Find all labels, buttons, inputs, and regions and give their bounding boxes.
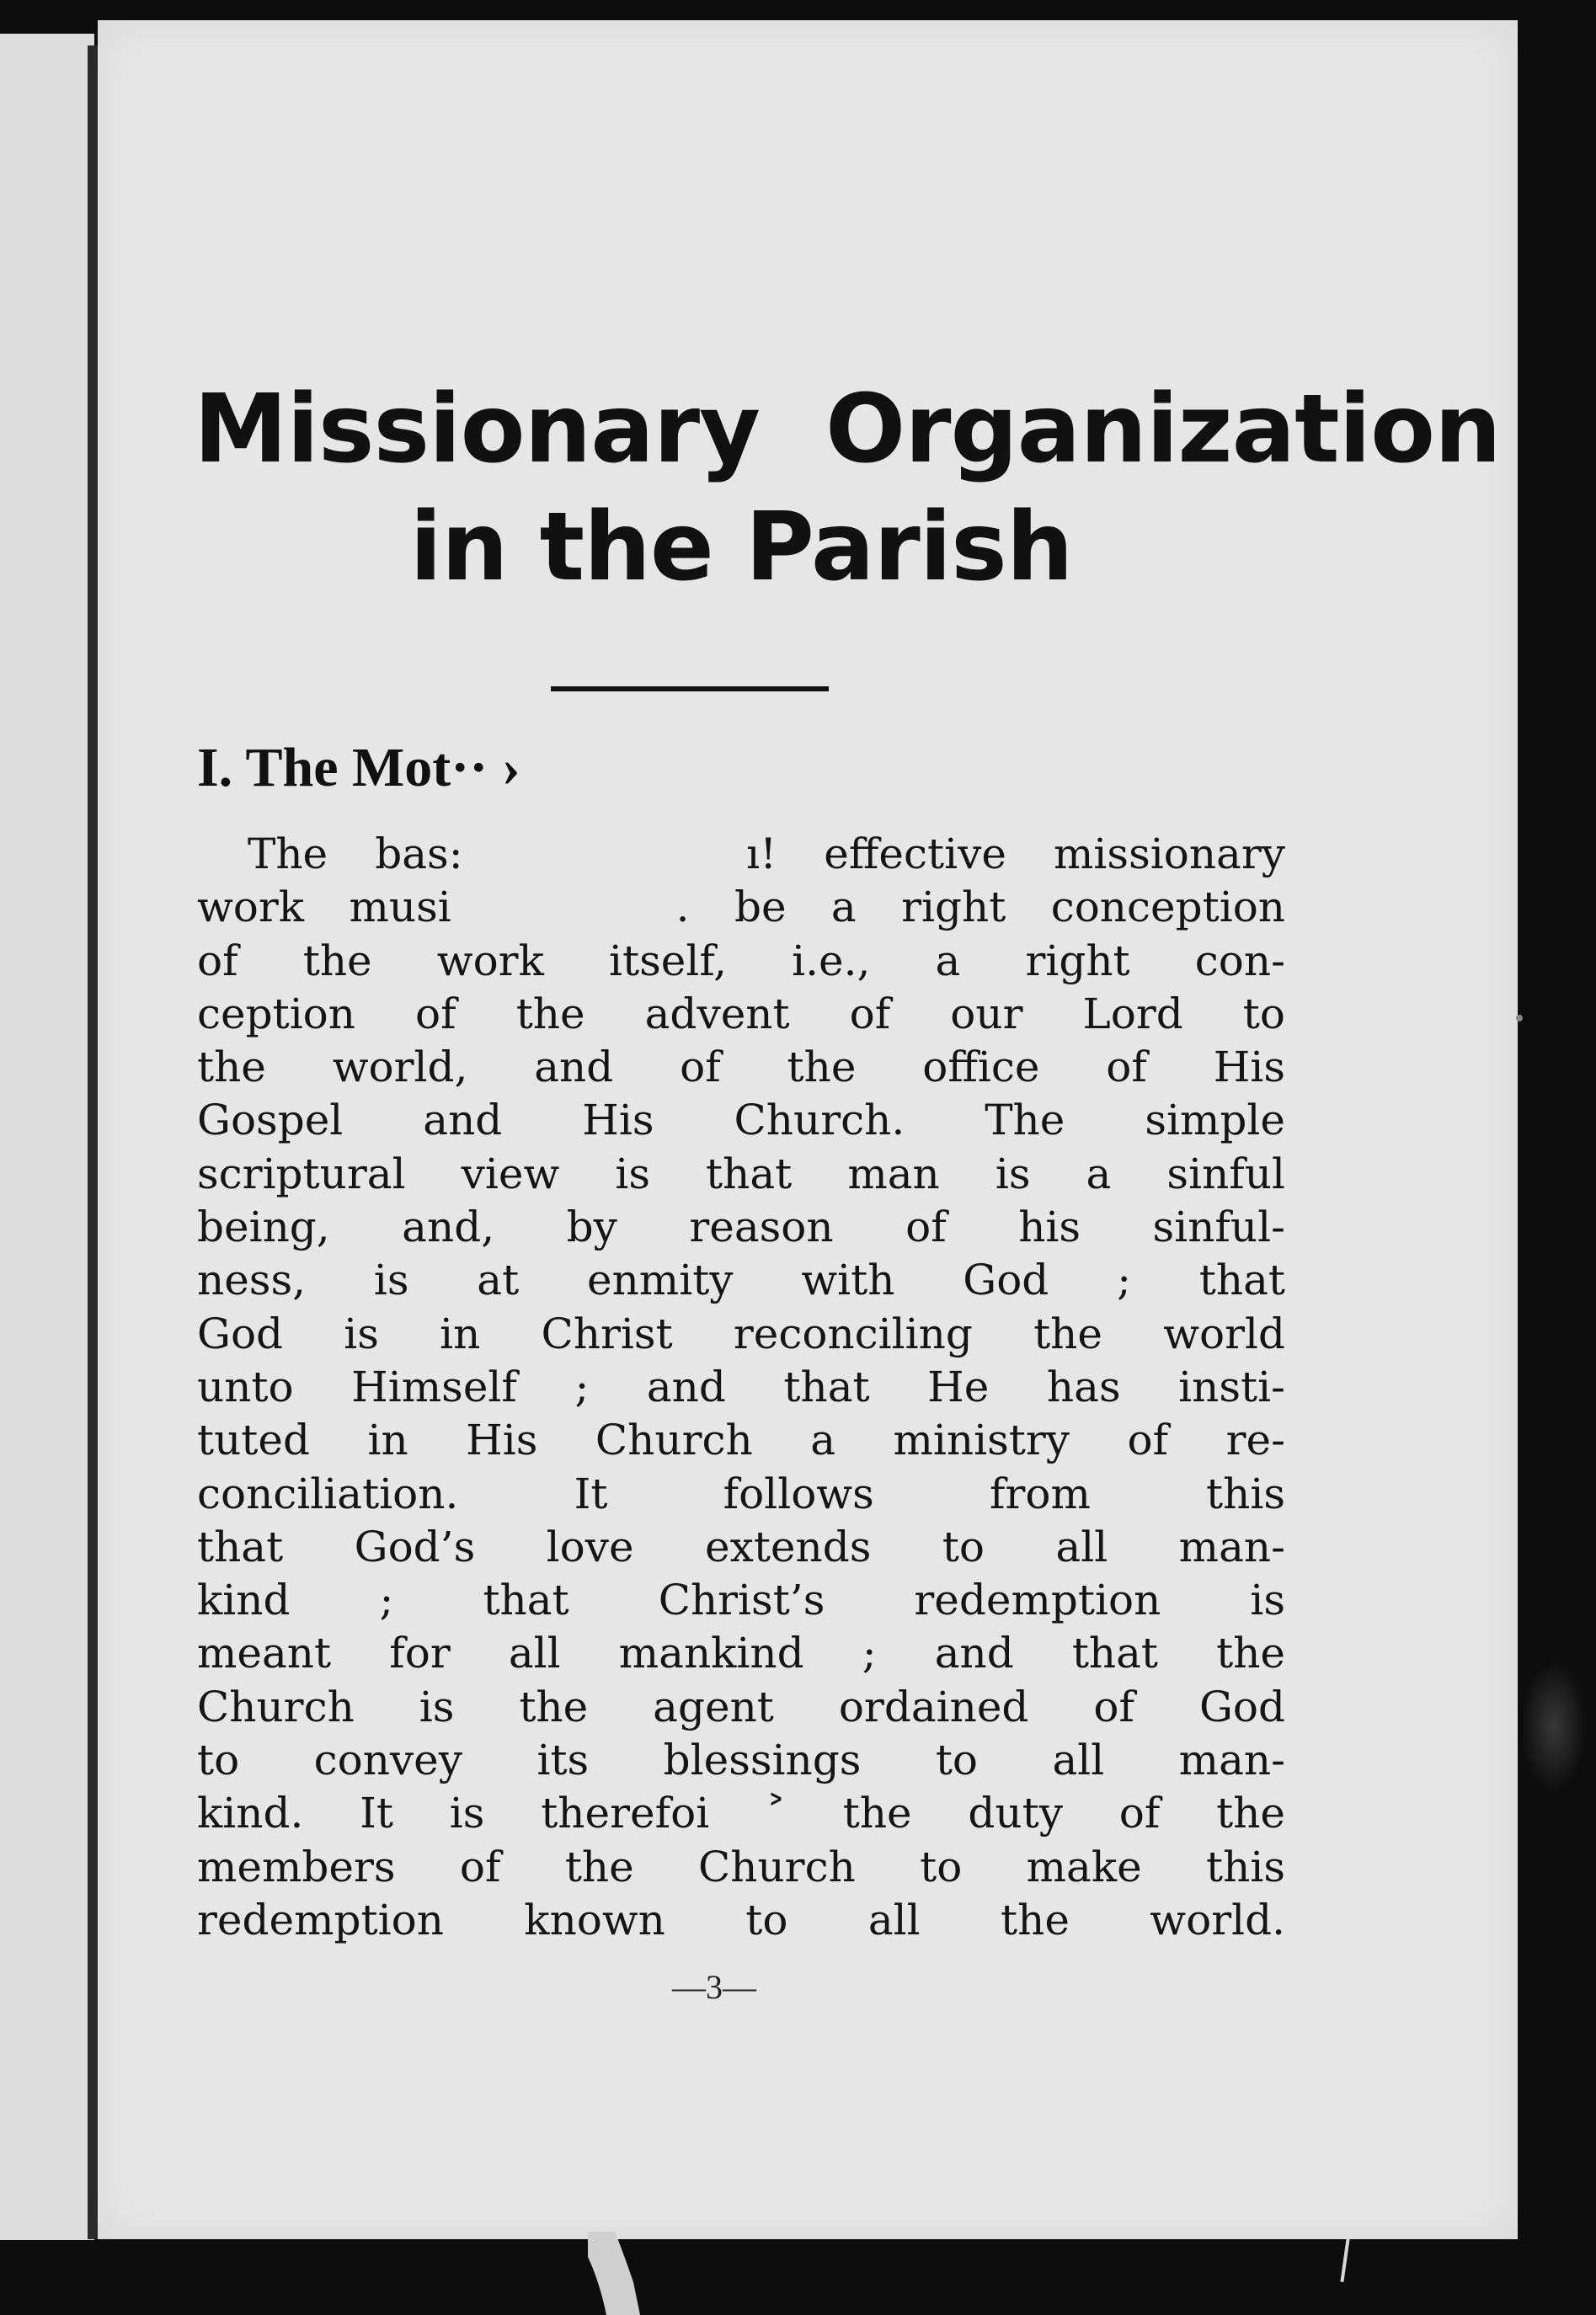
torn-tab-artifact [581, 2232, 640, 2315]
body-line: meant for all mankind ; and that the [197, 1629, 1285, 1678]
binding-spine [88, 45, 98, 2239]
body-line: Church is the agent ordained of God [197, 1682, 1285, 1731]
dust-speck [1516, 1015, 1523, 1021]
body-line: of the work itself, i.e., a right con- [197, 936, 1285, 985]
body-line: kind ; that Christ’s redemption is [197, 1576, 1285, 1625]
page-title [194, 371, 1501, 606]
body-line: being, and, by reason of his sinful- [197, 1203, 1285, 1252]
scan-glare [1520, 1659, 1588, 1794]
body-line: ception of the advent of our Lord to [197, 989, 1285, 1038]
body-line: tuted in His Church a ministry of re- [197, 1416, 1285, 1465]
section-heading: I. The Mot·· › [197, 737, 520, 798]
body-line: God is in Christ reconciling the world [197, 1309, 1285, 1358]
scan-scratch [1340, 2238, 1349, 2282]
body-line: ness, is at enmity with God ; that [197, 1256, 1285, 1305]
body-line: scriptural view is that man is a sinful [197, 1149, 1285, 1198]
title-line-2: in the Parish [409, 493, 1073, 602]
facing-page-edge [0, 34, 94, 2240]
body-line: work musi . be a right conception [197, 883, 1285, 932]
body-line: the world, and of the office of His [197, 1043, 1285, 1092]
body-line: redemption known to all the world. [197, 1895, 1285, 1944]
body-line: Gospel and His Church. The simple [197, 1096, 1285, 1145]
body-paragraph [197, 828, 1285, 1947]
body-line: The bas: ı! effective missionary [248, 829, 1285, 878]
title-line-1: Missionary Organization [194, 375, 1501, 484]
page-number: —3— [672, 1968, 756, 2006]
body-line: conciliation. It follows from this [197, 1469, 1285, 1518]
body-line: kind. It is therefoi ˃ the duty of the [197, 1789, 1285, 1838]
body-line: that God’s love extends to all man- [197, 1522, 1285, 1571]
body-line: unto Himself ; and that He has insti- [197, 1362, 1285, 1411]
title-rule [551, 686, 829, 691]
body-line: to convey its blessings to all man- [197, 1736, 1285, 1785]
body-line: members of the Church to make this [197, 1842, 1285, 1891]
